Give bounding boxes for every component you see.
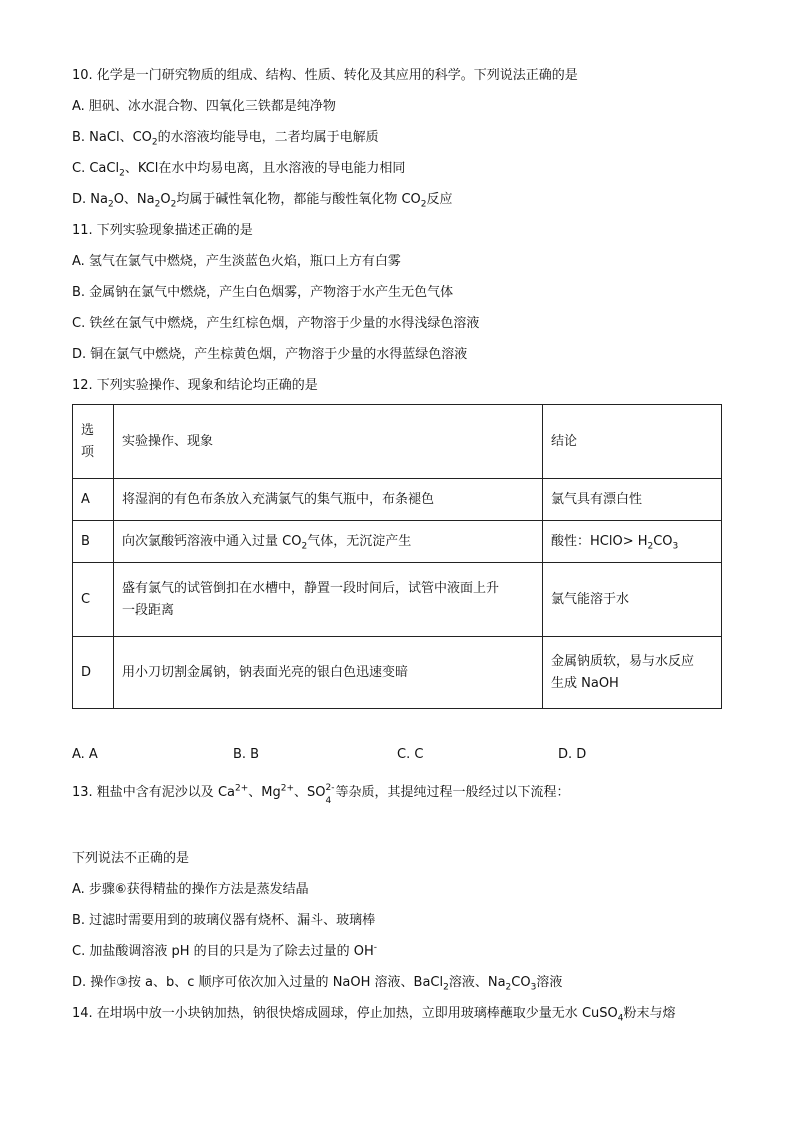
q14-stem: 14. 在坩埚中放一小块钠加热，钠很快熔成圆球，停止加热，立即用玻璃棒蘸取少量无水 CuSO$_4$粉末与熔 [72, 1006, 676, 1024]
conclusion-cell: 酸性：HClO> $H_2CO_3$ [543, 521, 722, 563]
q10-option-b: B. NaCl、$CO_2$的水溶液均能导电，二者均属于电解质 [72, 130, 379, 148]
q10-option-a: A. 胆矾、冰水混合物、四氧化三铁都是纯净物 [72, 99, 336, 114]
q11-option-a: A. 氢气在氯气中燃烧，产生淡蓝色火焰，瓶口上方有白雾 [72, 254, 401, 269]
q12-option-c: C. C [397, 747, 424, 762]
q13-option-d: D. 操作③按 a、b、c 顺序可依次加入过量的 NaOH 溶液、BaCl$_2$溶液、$Na_2CO_3$溶液 [72, 975, 563, 993]
q10-stem: 10. 化学是一门研究物质的组成、结构、性质、转化及其应用的科学。下列说法正确的是 [72, 68, 578, 83]
q11-option-c: C. 铁丝在氯气中燃烧，产生红棕色烟，产物溶于少量的水得浅绿色溶液 [72, 316, 480, 331]
q12-table [72, 404, 722, 709]
option-cell: D [73, 637, 114, 709]
header-option-cell: 选 项 [73, 405, 114, 479]
q12-option-a: A. A [72, 747, 98, 762]
q13-prompt: 下列说法不正确的是 [72, 851, 190, 866]
q12-stem: 12. 下列实验操作、现象和结论均正确的是 [72, 378, 318, 393]
q10-option-c: C. CaCl$_2$、KCl在水中均易电离，且水溶液的导电能力相同 [72, 161, 406, 179]
q12-option-b: B. B [233, 747, 260, 762]
header-operation-cell: 实验操作、现象 [114, 405, 543, 479]
q13-option-b: B. 过滤时需要用到的玻璃仪器有烧杯、漏斗、玻璃棒 [72, 913, 376, 928]
table-row [73, 563, 722, 637]
q11-option-b: B. 金属钠在氯气中燃烧，产生白色烟雾，产物溶于水产生无色气体 [72, 285, 454, 300]
q11-option-d: D. 铜在氯气中燃烧，产生棕黄色烟，产物溶于少量的水得蓝绿色溶液 [72, 347, 468, 362]
table-row [73, 479, 722, 521]
header-conclusion-cell: 结论 [543, 405, 722, 479]
option-cell: A [73, 479, 114, 521]
q10-option-d: D. $Na_2O$、$Na_2O_2$均属于碱性氧化物，都能与酸性氧化物 $CO_2$反应 [72, 192, 453, 210]
q12-options [72, 747, 722, 767]
table-row [73, 637, 722, 709]
option-cell: B [73, 521, 114, 563]
conclusion-cell: 氯气能溶于水 [543, 563, 722, 637]
conclusion-cell: 金属钠质软，易与水反应 生成 NaOH [543, 637, 722, 709]
q12-option-d: D. D [558, 747, 587, 762]
option-cell: C [73, 563, 114, 637]
conclusion-cell: 氯气具有漂白性 [543, 479, 722, 521]
table-row [73, 521, 722, 563]
operation-cell: 用小刀切割金属钠，钠表面光亮的银白色迅速变暗 [114, 637, 543, 709]
operation-cell: 盛有氯气的试管倒扣在水槽中，静置一段时间后，试管中液面上升 一段距离 [114, 563, 543, 637]
q11-stem: 11. 下列实验现象描述正确的是 [72, 223, 253, 238]
q13-option-c: C. 加盐酸调溶液 pH 的目的只是为了除去过量的 OH- [72, 942, 378, 959]
operation-cell: 向次氯酸钙溶液中通入过量 $CO_2$气体，无沉淀产生 [114, 521, 543, 563]
q13-stem: 13. 粗盐中含有泥沙以及 $Ca^{2+}$、$Mg^{2+}$、SO 2- 4 等杂质，其提纯过程一般经过以下流程： [72, 782, 570, 806]
table-header-row [73, 405, 722, 479]
operation-cell: 将湿润的有色布条放入充满氯气的集气瓶中，布条褪色 [114, 479, 543, 521]
q13-option-a: A. 步骤⑥获得精盐的操作方法是蒸发结晶 [72, 882, 309, 897]
